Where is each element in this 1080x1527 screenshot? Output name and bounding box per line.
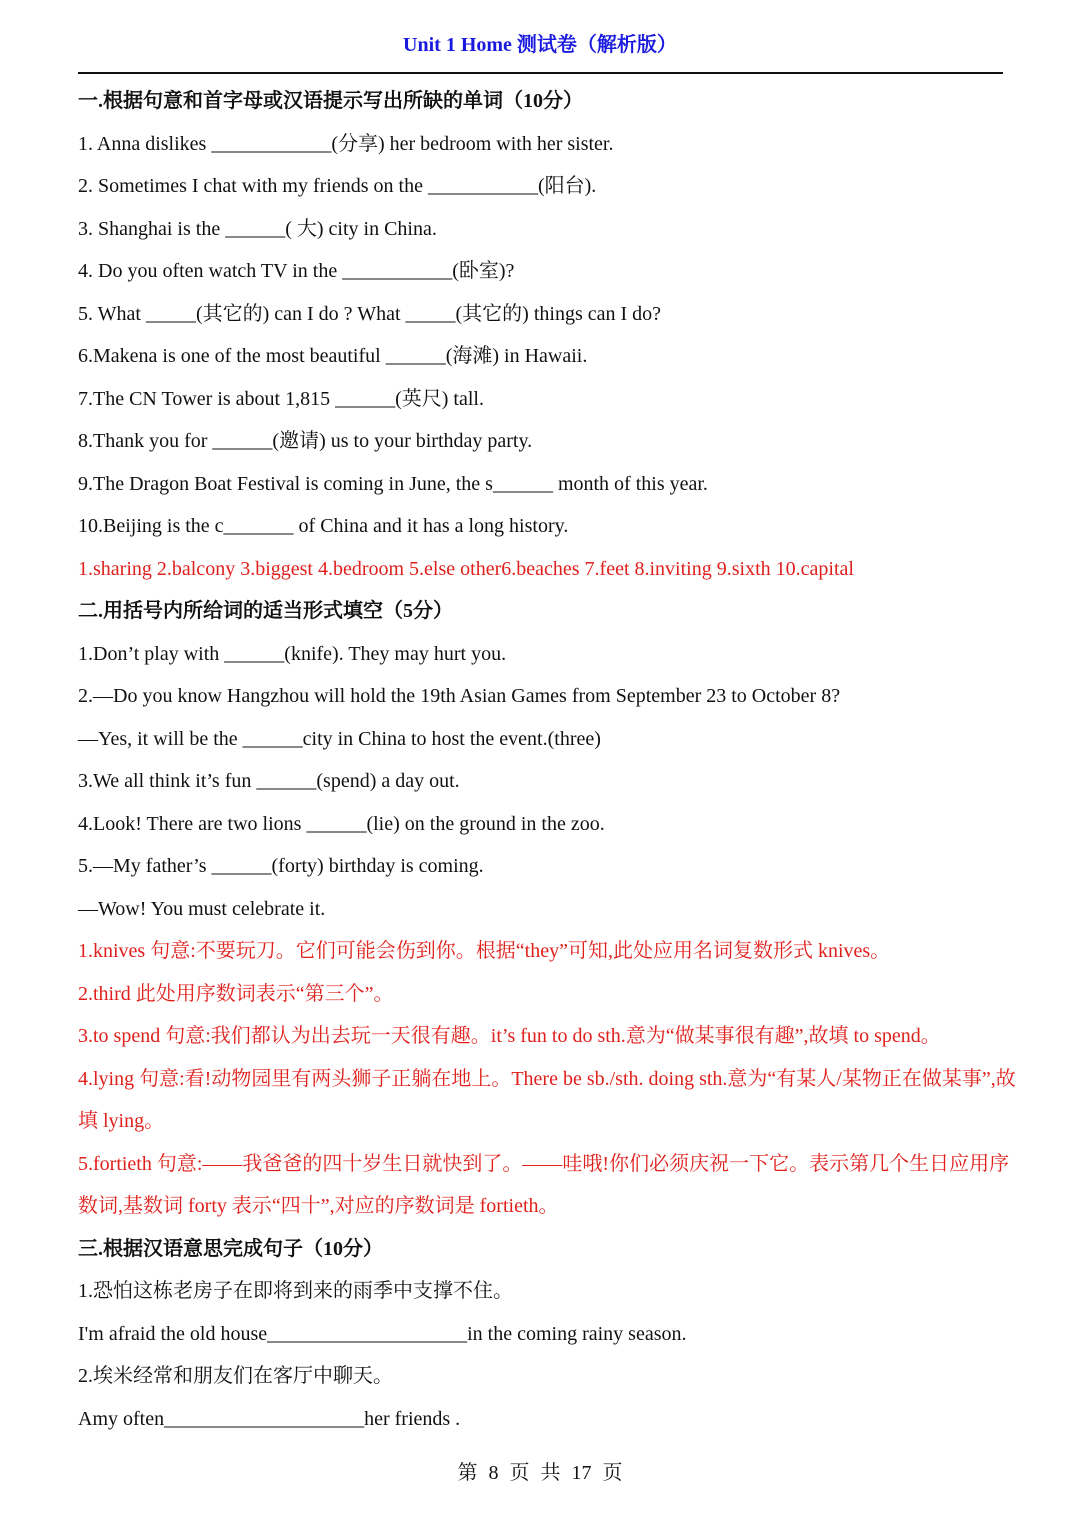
section2-item: —Wow! You must celebrate it. xyxy=(78,897,326,920)
header-divider xyxy=(78,72,1003,74)
section2-answer: 3.to spend 句意:我们都认为出去玩一天很有趣。it’s fun to do sth.意为“做某事很有趣”,故填 to spend。 xyxy=(78,1025,941,1047)
section1-item: 6.Makena is one of the most beautiful ______(海滩) in Hawaii. xyxy=(78,345,588,367)
section1-item: 3. Shanghai is the ______( 大) city in China. xyxy=(78,217,437,240)
section1-item: 5. What _____(其它的) can I do ? What _____(其它的) things can I do? xyxy=(78,302,662,325)
section1-item: 9.The Dragon Boat Festival is coming in June, the s______ month of this year. xyxy=(78,472,708,495)
document-body xyxy=(78,80,1018,1440)
section1-item: 1. Anna dislikes ____________(分享) her bedroom with her sister. xyxy=(78,132,614,155)
section2-answer: 5.fortieth 句意:——我爸爸的四十岁生日就快到了。——哇哦!你们必须庆祝一下它。表示第几个生日应用序数词,基数词 forty 表示“四十”,对应的序数词是 fortieth。 xyxy=(78,1152,1010,1217)
section2-item: —Yes, it will be the ______city in China to host the event.(three) xyxy=(78,727,601,750)
section3-item: 2.埃米经常和朋友们在客厅中聊天。 xyxy=(78,1365,393,1387)
section3-heading: 三.根据汉语意思完成句子（10分） xyxy=(78,1237,383,1260)
section3-item: Amy often____________________her friends . xyxy=(78,1407,461,1430)
section1-item: 8.Thank you for ______(邀请) us to your birthday party. xyxy=(78,430,533,452)
section2-item: 5.—My father’s ______(forty) birthday is coming. xyxy=(78,855,484,877)
section1-item: 7.The CN Tower is about 1,815 ______(英尺) tall. xyxy=(78,387,484,410)
document-title: Unit 1 Home 测试卷（解析版） xyxy=(403,34,677,56)
section2-answer: 4.lying 句意:看!动物园里有两头狮子正躺在地上。There be sb./sth. doing sth.意为“有某人/某物正在做某事”,故填 lying。 xyxy=(78,1067,1016,1132)
section3-item: I'm afraid the old house____________________in the coming rainy season. xyxy=(78,1322,687,1345)
section2-answer: 1.knives 句意:不要玩刀。它们可能会伤到你。根据“they”可知,此处应用名词复数形式 knives。 xyxy=(78,940,891,962)
page-number: 第 8 页 共 17 页 xyxy=(457,1462,623,1484)
section1-heading: 一.根据句意和首字母或汉语提示写出所缺的单词（10分） xyxy=(78,90,583,112)
section2-heading: 二.用括号内所给词的适当形式填空（5分） xyxy=(78,600,453,622)
section1-item: 4. Do you often watch TV in the ___________(卧室)? xyxy=(78,260,515,282)
section2-item: 4.Look! There are two lions ______(lie) on the ground in the zoo. xyxy=(78,812,605,835)
section1-answers: 1.sharing 2.balcony 3.biggest 4.bedroom 5.else other6.beaches 7.feet 8.inviting 9.sixth 10.capital xyxy=(78,557,854,580)
section1-item: 10.Beijing is the c_______ of China and it has a long history. xyxy=(78,515,569,537)
section2-item: 3.We all think it’s fun ______(spend) a day out. xyxy=(78,770,460,792)
section2-item: 2.—Do you know Hangzhou will hold the 19th Asian Games from September 23 to October 8? xyxy=(78,685,841,707)
section2-answer: 2.third 此处用序数词表示“第三个”。 xyxy=(78,982,394,1005)
section3-item: 1.恐怕这栋老房子在即将到来的雨季中支撑不住。 xyxy=(78,1280,513,1302)
section2-item: 1.Don’t play with ______(knife). They may hurt you. xyxy=(78,642,507,665)
section1-item: 2. Sometimes I chat with my friends on the ___________(阳台). xyxy=(78,175,597,197)
